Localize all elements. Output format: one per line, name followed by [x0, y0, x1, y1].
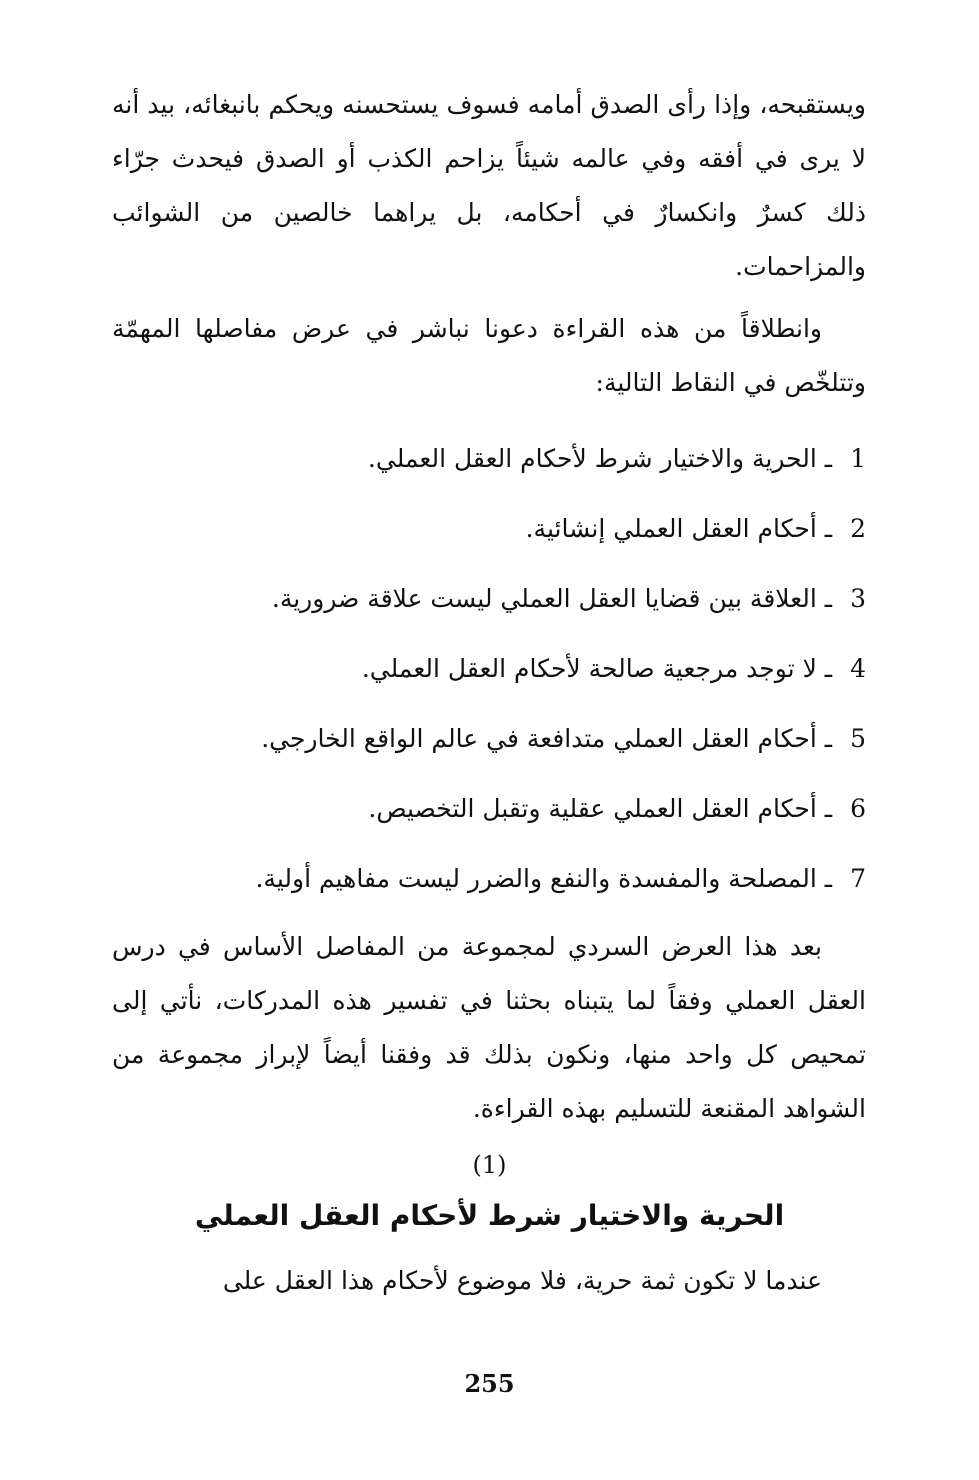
list-item [112, 564, 866, 634]
list-item-text: ـ العلاقة بين قضايا العقل العملي ليست علاقة ضرورية. [271, 584, 833, 613]
list-item-number: 7 [850, 864, 866, 893]
list-item [112, 704, 866, 774]
section-title: الحرية والاختيار شرط لأحكام العقل العملي [194, 1199, 785, 1232]
list-item-number: 2 [850, 514, 866, 543]
list-item [112, 634, 866, 704]
section-body-paragraph: عندما لا تكون ثمة حرية، فلا موضوع لأحكام هذا العقل على [222, 1266, 822, 1295]
page-number: 255 [464, 1369, 515, 1398]
list-item [112, 494, 866, 564]
list-item [112, 424, 866, 494]
list-item [112, 844, 866, 914]
list-item-text: ـ أحكام العقل العملي إنشائية. [525, 514, 833, 543]
list-item-number: 5 [850, 724, 866, 753]
list-item [112, 774, 866, 844]
list-item-text: ـ أحكام العقل العملي متدافعة في عالم الواقع الخارجي. [261, 724, 833, 753]
intro-paragraph: وانطلاقاً من هذه القراءة دعونا نباشر في عرض مفاصلها المهمّة وتتلخّص في النقاط التالية: [112, 314, 866, 397]
list-item-text: ـ أحكام العقل العملي عقلية وتقبل التخصيص. [368, 794, 833, 823]
list-item-number: 3 [850, 584, 866, 613]
list-item-number: 1 [850, 444, 866, 473]
section-number: (1) [472, 1151, 507, 1179]
list-item-number: 6 [850, 794, 866, 823]
points-list [112, 424, 866, 914]
list-item-text: ـ الحرية والاختيار شرط لأحكام العقل العملي. [367, 444, 833, 473]
list-item-text: ـ المصلحة والمفسدة والنفع والضرر ليست مفاهيم أولية. [255, 864, 833, 893]
list-item-text: ـ لا توجد مرجعية صالحة لأحكام العقل العملي. [361, 654, 833, 683]
list-item-number: 4 [850, 654, 866, 683]
summary-paragraph: بعد هذا العرض السردي لمجموعة من المفاصل الأساس في درس العقل العملي وفقاً لما يتبناه بحثنا في تفسير هذه المدركات، نأتي إلى تمحيص كل واحد منها، ونكون بذلك قد وفقنا أيضاً لإبراز مجموعة من الشواهد المقنعة للتسليم بهذه القراءة. [112, 932, 866, 1123]
body-paragraph: ويستقبحه، وإذا رأى الصدق أمامه فسوف يستحسنه ويحكم بانبغائه، بيد أنه لا يرى في أفقه وفي عالمه شيئاً يزاحم الكذب أو الصدق فيحدث جرّاء ذلك كسرٌ وانكسارٌ في أحكامه، بل يراهما خالصين من الشوائب والمزاحمات. [112, 90, 866, 281]
